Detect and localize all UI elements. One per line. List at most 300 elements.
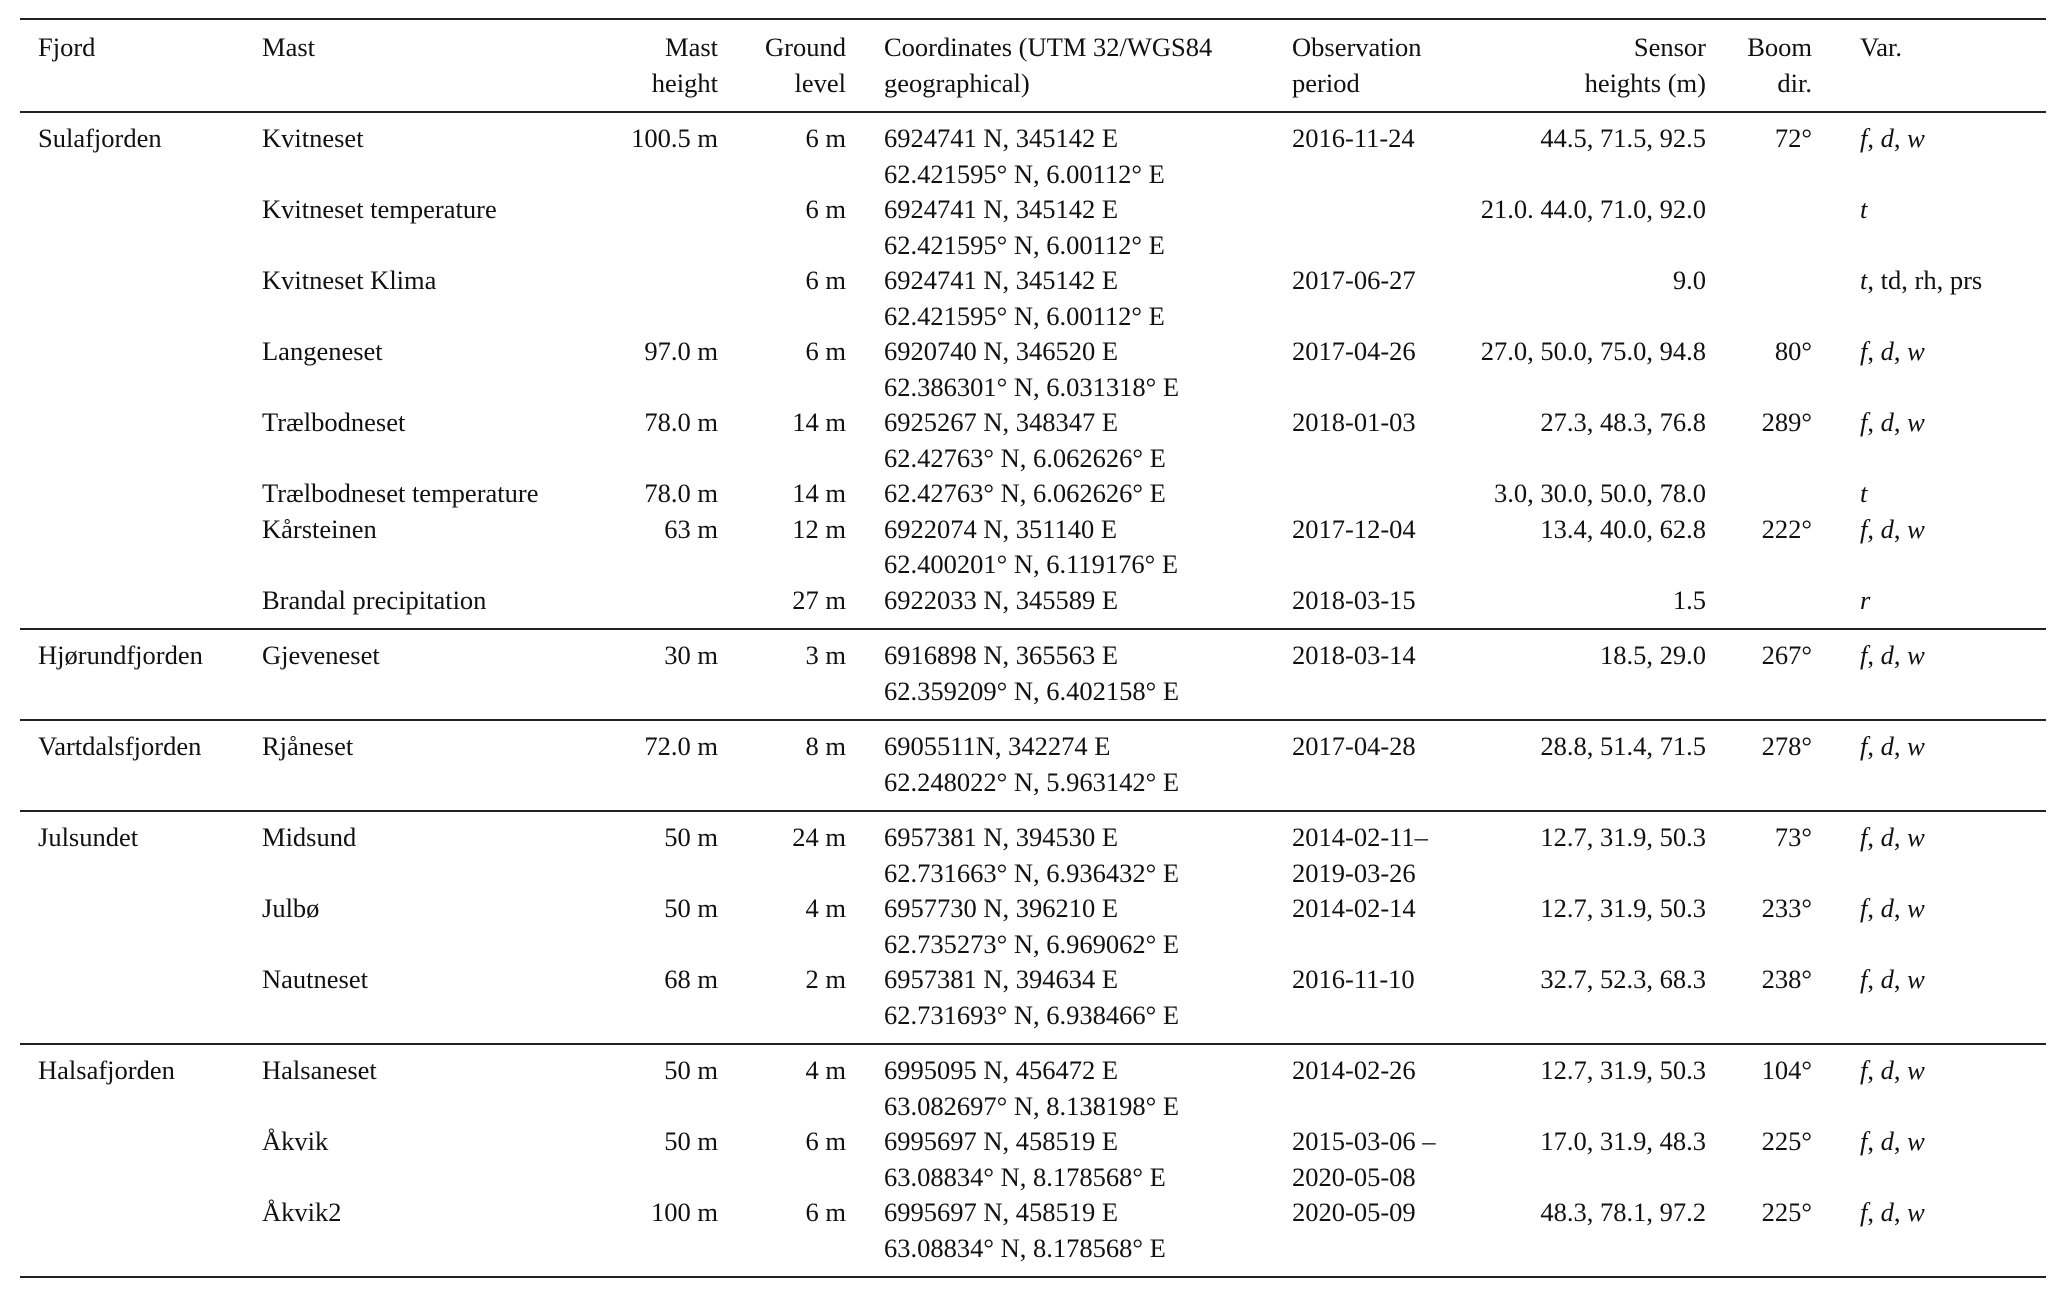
cell-sensor-heights: [1478, 1195, 1710, 1277]
observation-line: 2017-04-26: [1292, 336, 1416, 366]
coordinate-line: 6957381 N, 394530 E: [884, 822, 1119, 852]
var-text: f, d, w: [1860, 964, 1925, 994]
sensor-heights-value: 17.0, 31.9, 48.3: [1540, 1126, 1706, 1156]
cell-coordinates: [846, 1124, 1254, 1195]
cell-ground-level: [718, 1124, 846, 1195]
ground-level-value: 6 m: [805, 336, 846, 366]
cell-mast-height: [596, 192, 718, 263]
cell-var: [1822, 1195, 2046, 1277]
ground-level-value: 14 m: [792, 407, 846, 437]
cell-ground-level: [718, 583, 846, 630]
coordinate-line: 6922074 N, 351140 E: [884, 513, 1118, 544]
coordinate-line: 6924741 N, 345142 E: [884, 123, 1119, 153]
mast-height-value: 50 m: [664, 1055, 718, 1085]
cell-var: [1822, 811, 2046, 891]
cell-coordinates: [846, 192, 1254, 263]
fjord-name: Vartdalsfjorden: [38, 731, 202, 761]
cell-observation-period: [1254, 811, 1478, 891]
cell-ground-level: [718, 629, 846, 720]
cell-var: [1822, 263, 2046, 334]
cell-mast-height: [596, 811, 718, 891]
cell-mast-height: [596, 476, 718, 512]
cell-boom-dir: [1710, 405, 1822, 476]
observation-line: 2016-11-24: [1292, 123, 1415, 153]
cell-boom-dir: [1710, 263, 1822, 334]
var-text: t, td, rh, prs: [1860, 265, 1983, 295]
coordinate-line: 6924741 N, 345142 E: [884, 265, 1119, 295]
observation-line: 2018-03-15: [1292, 584, 1416, 615]
cell-observation-period: [1254, 512, 1478, 583]
cell-boom-dir: [1710, 720, 1822, 811]
table-row: [20, 512, 2046, 583]
cell-sensor-heights: [1478, 720, 1710, 811]
table-row: [20, 583, 2046, 630]
observation-line: 2017-04-28: [1292, 731, 1416, 761]
mast-height-value: 100.5 m: [631, 123, 718, 153]
cell-mast: [256, 891, 596, 962]
sensor-heights-value: 21.0. 44.0, 71.0, 92.0: [1480, 194, 1706, 224]
cell-mast-height: [596, 720, 718, 811]
mast-name: Midsund: [262, 822, 357, 852]
coordinate-line: 6922033 N, 345589 E: [884, 584, 1119, 615]
cell-var: [1822, 629, 2046, 720]
cell-observation-period: [1254, 192, 1478, 263]
observation-line: 2018-01-03: [1292, 407, 1416, 437]
cell-coordinates: [846, 1195, 1254, 1277]
var-text: f, d, w: [1860, 893, 1925, 923]
coordinate-line: 62.42763° N, 6.062626° E: [884, 442, 1166, 473]
cell-mast-height: [596, 334, 718, 405]
cell-fjord: [20, 263, 256, 334]
cell-observation-period: [1254, 1044, 1478, 1124]
mast-height-value: 50 m: [664, 822, 718, 852]
ground-level-value: 24 m: [792, 822, 846, 852]
cell-var: [1822, 476, 2046, 512]
table-row: [20, 334, 2046, 405]
cell-mast: [256, 720, 596, 811]
cell-observation-period: [1254, 962, 1478, 1044]
cell-mast-height: [596, 583, 718, 630]
cell-mast: [256, 1124, 596, 1195]
mast-height-value: 63 m: [664, 513, 718, 544]
cell-fjord: [20, 1195, 256, 1277]
coordinate-line: 6957730 N, 396210 E: [884, 893, 1119, 923]
table-row: [20, 1044, 2046, 1124]
cell-sensor-heights: [1478, 512, 1710, 583]
observation-line: 2017-06-27: [1292, 265, 1416, 295]
ground-level-value: 6 m: [805, 194, 846, 224]
cell-observation-period: [1254, 583, 1478, 630]
header-sensor-heights: [1478, 19, 1710, 112]
cell-mast-height: [596, 629, 718, 720]
coordinate-line: 6957381 N, 394634 E: [884, 964, 1119, 994]
cell-boom-dir: [1710, 112, 1822, 192]
cell-mast-height: [596, 1124, 718, 1195]
table-row: [20, 476, 2046, 512]
observation-line: 2016-11-10: [1292, 964, 1415, 994]
sensor-heights-value: 13.4, 40.0, 62.8: [1540, 513, 1706, 544]
cell-sensor-heights: [1478, 962, 1710, 1044]
header-text-line: Fjord: [38, 32, 96, 62]
cell-mast-height: [596, 891, 718, 962]
cell-var: [1822, 962, 2046, 1044]
observation-line: 2014-02-26: [1292, 1055, 1416, 1085]
coordinate-line: 62.735273° N, 6.969062° E: [884, 928, 1180, 959]
header-var: [1822, 19, 2046, 112]
cell-mast: [256, 629, 596, 720]
coordinate-line: 62.42763° N, 6.062626° E: [884, 478, 1166, 508]
fjord-name: Sulafjorden: [38, 123, 162, 153]
boom-dir-value: 80°: [1774, 336, 1812, 366]
mast-name: Åkvik2: [262, 1197, 342, 1227]
mast-name: Langeneset: [262, 336, 383, 366]
header-text-line: Observation: [1292, 32, 1422, 62]
cell-mast-height: [596, 112, 718, 192]
sensor-heights-value: 32.7, 52.3, 68.3: [1540, 964, 1706, 994]
observation-line: 2014-02-11–: [1292, 822, 1428, 852]
sensor-heights-value: 27.3, 48.3, 76.8: [1540, 407, 1706, 437]
cell-sensor-heights: [1478, 811, 1710, 891]
cell-mast: [256, 962, 596, 1044]
cell-mast: [256, 192, 596, 263]
mast-name: Nautneset: [262, 964, 368, 994]
boom-dir-value: 222°: [1761, 513, 1812, 544]
cell-coordinates: [846, 405, 1254, 476]
cell-var: [1822, 405, 2046, 476]
table-row: [20, 1124, 2046, 1195]
cell-var: [1822, 891, 2046, 962]
mast-name: Brandal precipitation: [262, 584, 487, 615]
cell-ground-level: [718, 512, 846, 583]
mast-height-value: 50 m: [664, 893, 718, 923]
cell-observation-period: [1254, 629, 1478, 720]
cell-ground-level: [718, 334, 846, 405]
cell-mast-height: [596, 1195, 718, 1277]
var-text: f, d, w: [1860, 640, 1925, 670]
coordinate-line: 6995697 N, 458519 E: [884, 1126, 1119, 1156]
var-text: f, d, w: [1860, 1197, 1925, 1227]
cell-var: [1822, 112, 2046, 192]
cell-fjord: [20, 1044, 256, 1124]
coordinate-line: 62.731663° N, 6.936432° E: [884, 857, 1180, 888]
cell-ground-level: [718, 405, 846, 476]
coordinate-line: 62.400201° N, 6.119176° E: [884, 549, 1179, 579]
cell-coordinates: [846, 629, 1254, 720]
var-text: f, d, w: [1860, 822, 1925, 852]
sensor-heights-value: 48.3, 78.1, 97.2: [1540, 1197, 1706, 1227]
header-text-line: height: [651, 67, 718, 98]
cell-boom-dir: [1710, 192, 1822, 263]
coordinate-line: 63.08834° N, 8.178568° E: [884, 1232, 1166, 1263]
cell-sensor-heights: [1478, 334, 1710, 405]
cell-mast-height: [596, 405, 718, 476]
ground-level-value: 6 m: [805, 265, 846, 295]
cell-var: [1822, 192, 2046, 263]
cell-ground-level: [718, 112, 846, 192]
cell-mast: [256, 512, 596, 583]
coordinate-line: 62.421595° N, 6.00112° E: [884, 229, 1165, 260]
mast-name: Trælbodneset: [262, 407, 406, 437]
cell-observation-period: [1254, 720, 1478, 811]
observation-line: 2018-03-14: [1292, 640, 1416, 670]
var-text: t: [1860, 194, 1868, 224]
cell-observation-period: [1254, 476, 1478, 512]
cell-ground-level: [718, 720, 846, 811]
var-text: f, d, w: [1860, 407, 1925, 437]
header-ground-level: [718, 19, 846, 112]
cell-fjord: [20, 962, 256, 1044]
cell-observation-period: [1254, 405, 1478, 476]
cell-mast: [256, 334, 596, 405]
ground-level-value: 14 m: [792, 478, 846, 508]
cell-mast-height: [596, 962, 718, 1044]
cell-ground-level: [718, 1044, 846, 1124]
cell-ground-level: [718, 476, 846, 512]
boom-dir-value: 289°: [1761, 407, 1812, 437]
fjord-group: [20, 811, 2046, 1044]
coordinate-line: 6995697 N, 458519 E: [884, 1197, 1119, 1227]
cell-fjord: [20, 811, 256, 891]
cell-boom-dir: [1710, 583, 1822, 630]
sensor-heights-value: 44.5, 71.5, 92.5: [1540, 123, 1706, 153]
var-text: r: [1860, 584, 1871, 615]
table-row: [20, 405, 2046, 476]
boom-dir-value: 278°: [1761, 731, 1812, 761]
header-text-line: dir.: [1777, 67, 1812, 98]
header-text-line: period: [1292, 67, 1360, 98]
cell-mast: [256, 1195, 596, 1277]
mast-name: Gjeveneset: [262, 640, 380, 670]
mast-name: Halsaneset: [262, 1055, 377, 1085]
cell-coordinates: [846, 891, 1254, 962]
coordinate-line: 62.248022° N, 5.963142° E: [884, 766, 1180, 797]
cell-coordinates: [846, 962, 1254, 1044]
header-text-line: Ground: [765, 32, 846, 62]
cell-var: [1822, 583, 2046, 630]
ground-level-value: 4 m: [805, 1055, 846, 1085]
cell-var: [1822, 512, 2046, 583]
cell-ground-level: [718, 962, 846, 1044]
observation-line: 2020-05-09: [1292, 1197, 1416, 1227]
cell-mast: [256, 112, 596, 192]
cell-sensor-heights: [1478, 583, 1710, 630]
cell-fjord: [20, 891, 256, 962]
coordinate-line: 62.386301° N, 6.031318° E: [884, 371, 1180, 402]
coordinate-line: 6924741 N, 345142 E: [884, 194, 1119, 224]
cell-observation-period: [1254, 891, 1478, 962]
cell-sensor-heights: [1478, 1124, 1710, 1195]
ground-level-value: 3 m: [805, 640, 846, 670]
cell-mast-height: [596, 263, 718, 334]
sensor-heights-value: 12.7, 31.9, 50.3: [1540, 1055, 1706, 1085]
var-text: t: [1860, 478, 1868, 508]
cell-fjord: [20, 192, 256, 263]
mast-height-value: 78.0 m: [644, 407, 718, 437]
coordinate-line: 6920740 N, 346520 E: [884, 336, 1119, 366]
cell-sensor-heights: [1478, 1044, 1710, 1124]
cell-coordinates: [846, 334, 1254, 405]
table-header: [20, 19, 2046, 112]
cell-mast: [256, 263, 596, 334]
table-row: [20, 1195, 2046, 1277]
var-text: f, d, w: [1860, 513, 1925, 544]
observation-line: 2020-05-08: [1292, 1161, 1416, 1192]
var-text: f, d, w: [1860, 731, 1925, 761]
cell-coordinates: [846, 1044, 1254, 1124]
header-text-line: Boom: [1747, 32, 1812, 62]
mast-name: Åkvik: [262, 1126, 329, 1156]
cell-var: [1822, 720, 2046, 811]
cell-boom-dir: [1710, 1124, 1822, 1195]
mast-height-value: 97.0 m: [644, 336, 718, 366]
header-text-line: Mast: [262, 32, 315, 62]
mast-name: Kvitneset: [262, 123, 364, 153]
ground-level-value: 6 m: [805, 123, 846, 153]
cell-coordinates: [846, 811, 1254, 891]
mast-name: Kvitneset temperature: [262, 194, 497, 224]
cell-boom-dir: [1710, 891, 1822, 962]
observation-line: 2019-03-26: [1292, 857, 1416, 888]
cell-ground-level: [718, 891, 846, 962]
coordinate-line: 6995095 N, 456472 E: [884, 1055, 1119, 1085]
mast-height-value: 50 m: [664, 1126, 718, 1156]
boom-dir-value: 267°: [1761, 640, 1812, 670]
cell-fjord: [20, 583, 256, 630]
table-row: [20, 112, 2046, 192]
cell-observation-period: [1254, 334, 1478, 405]
header-text-line: heights (m): [1584, 67, 1706, 98]
cell-mast-height: [596, 1044, 718, 1124]
mast-height-value: 78.0 m: [644, 478, 718, 508]
cell-boom-dir: [1710, 476, 1822, 512]
table-row: [20, 192, 2046, 263]
cell-sensor-heights: [1478, 263, 1710, 334]
ground-level-value: 6 m: [805, 1126, 846, 1156]
cell-fjord: [20, 629, 256, 720]
fjord-group: [20, 112, 2046, 629]
cell-sensor-heights: [1478, 476, 1710, 512]
ground-level-value: 27 m: [792, 584, 846, 615]
ground-level-value: 8 m: [805, 731, 846, 761]
cell-var: [1822, 1124, 2046, 1195]
coordinate-line: 6925267 N, 348347 E: [884, 407, 1119, 437]
sensor-heights-value: 18.5, 29.0: [1600, 640, 1706, 670]
cell-boom-dir: [1710, 334, 1822, 405]
sensor-heights-value: 3.0, 30.0, 50.0, 78.0: [1494, 478, 1706, 508]
header-text-line: geographical): [884, 67, 1030, 98]
observation-line: 2014-02-14: [1292, 893, 1416, 923]
sensor-heights-value: 1.5: [1672, 584, 1706, 615]
cell-fjord: [20, 334, 256, 405]
cell-ground-level: [718, 1195, 846, 1277]
fjord-group: [20, 629, 2046, 720]
mast-height-value: 72.0 m: [644, 731, 718, 761]
sensor-heights-value: 27.0, 50.0, 75.0, 94.8: [1480, 336, 1706, 366]
cell-coordinates: [846, 583, 1254, 630]
cell-boom-dir: [1710, 512, 1822, 583]
var-text: f, d, w: [1860, 123, 1925, 153]
coordinate-line: 62.731693° N, 6.938466° E: [884, 999, 1180, 1030]
cell-fjord: [20, 1124, 256, 1195]
boom-dir-value: 225°: [1761, 1126, 1812, 1156]
boom-dir-value: 104°: [1761, 1055, 1812, 1085]
fjord-name: Hjørundfjorden: [38, 640, 203, 670]
cell-fjord: [20, 720, 256, 811]
header-text-line: Mast: [665, 32, 718, 62]
table-row: [20, 811, 2046, 891]
header-text-line: level: [794, 67, 846, 98]
sensor-heights-value: 9.0: [1672, 265, 1706, 295]
boom-dir-value: 72°: [1774, 123, 1812, 153]
table-row: [20, 629, 2046, 720]
cell-observation-period: [1254, 263, 1478, 334]
mast-name: Julbø: [262, 893, 320, 923]
cell-coordinates: [846, 512, 1254, 583]
cell-sensor-heights: [1478, 192, 1710, 263]
header-text-line: Sensor: [1633, 32, 1706, 62]
cell-fjord: [20, 112, 256, 192]
cell-coordinates: [846, 476, 1254, 512]
sensor-heights-value: 28.8, 51.4, 71.5: [1540, 731, 1706, 761]
mast-name: Kårsteinen: [262, 513, 377, 544]
ground-level-value: 12 m: [792, 513, 846, 544]
coordinate-line: 62.421595° N, 6.00112° E: [884, 158, 1165, 189]
cell-coordinates: [846, 720, 1254, 811]
cell-mast: [256, 811, 596, 891]
header-row: [20, 19, 2046, 112]
boom-dir-value: 238°: [1761, 964, 1812, 994]
var-text: f, d, w: [1860, 1055, 1925, 1085]
mast-name: Trælbodneset temperature: [262, 478, 539, 508]
header-observation-period: [1254, 19, 1478, 112]
sensor-heights-value: 12.7, 31.9, 50.3: [1540, 822, 1706, 852]
mast-table: [20, 18, 2046, 1278]
data-table-container: [20, 18, 2046, 1278]
cell-boom-dir: [1710, 1044, 1822, 1124]
coordinate-line: 63.082697° N, 8.138198° E: [884, 1090, 1180, 1121]
ground-level-value: 4 m: [805, 893, 846, 923]
cell-mast: [256, 405, 596, 476]
coordinate-line: 62.421595° N, 6.00112° E: [884, 300, 1165, 331]
mast-height-value: 30 m: [664, 640, 718, 670]
sensor-heights-value: 12.7, 31.9, 50.3: [1540, 893, 1706, 923]
table-row: [20, 720, 2046, 811]
boom-dir-value: 225°: [1761, 1197, 1812, 1227]
cell-mast: [256, 476, 596, 512]
fjord-group: [20, 1044, 2046, 1277]
mast-name: Kvitneset Klima: [262, 265, 437, 295]
ground-level-value: 2 m: [805, 964, 846, 994]
cell-fjord: [20, 476, 256, 512]
cell-observation-period: [1254, 112, 1478, 192]
coordinate-line: 6916898 N, 365563 E: [884, 640, 1119, 670]
boom-dir-value: 73°: [1774, 822, 1812, 852]
coordinate-line: 63.08834° N, 8.178568° E: [884, 1161, 1166, 1192]
mast-name: Rjåneset: [262, 731, 354, 761]
table-row: [20, 263, 2046, 334]
observation-line: 2015-03-06 –: [1292, 1126, 1436, 1156]
cell-mast: [256, 1044, 596, 1124]
cell-var: [1822, 1044, 2046, 1124]
coordinate-line: 6905511N, 342274 E: [884, 731, 1111, 761]
header-fjord: [20, 19, 256, 112]
var-text: f, d, w: [1860, 1126, 1925, 1156]
mast-height-value: 100 m: [651, 1197, 718, 1227]
cell-observation-period: [1254, 1195, 1478, 1277]
cell-boom-dir: [1710, 629, 1822, 720]
table-row: [20, 962, 2046, 1044]
cell-var: [1822, 334, 2046, 405]
